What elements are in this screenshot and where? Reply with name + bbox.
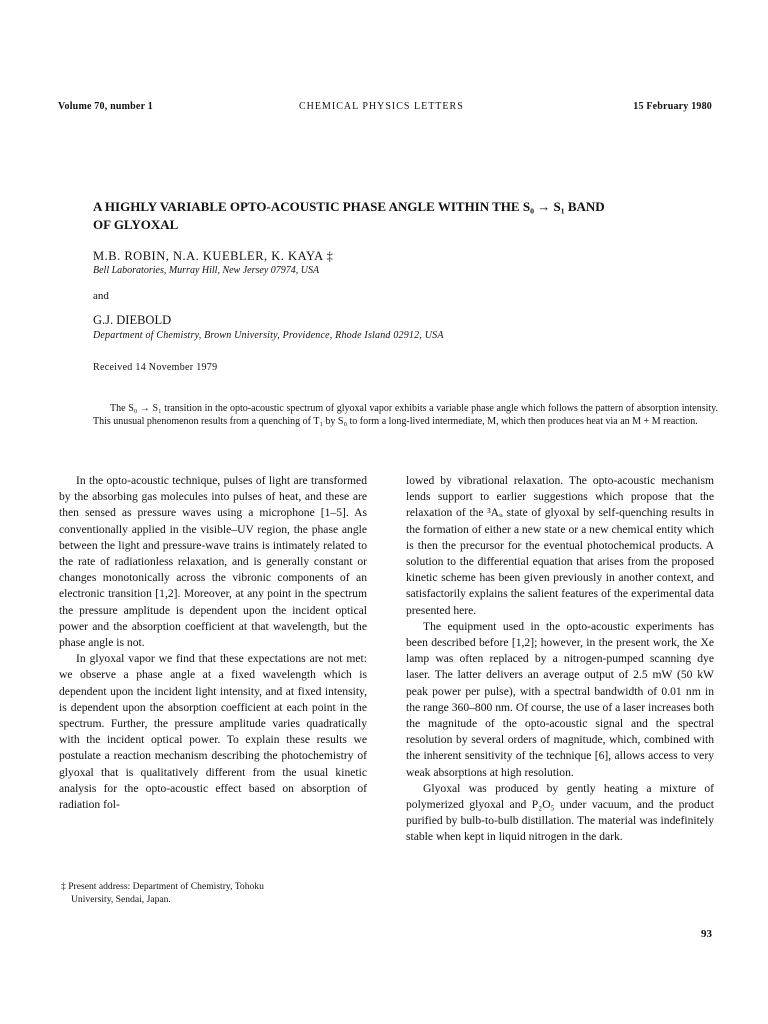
paragraph: In the opto-acoustic technique, pulses of light are transformed by the absorbing gas molecules into pulses of heat, and these are then sensed as pressure waves using a microphone [1–5]. As conventionally applied in the visible–UV region, the phase angle between the light and pressure-wave trains is intimately related to the rate of radiationless relaxation, and is generally constant or changes monotonically across the vibronic components of an electronic transition [1,2]. Moreover, at any point in the spectrum the pressure amplitude is dependent upon the incident optical power and the absorption coefficient at that wavelength, but the phase angle is not. xyxy=(59,474,367,650)
title-line-1: A HIGHLY VARIABLE OPTO-ACOUSTIC PHASE ANGLE WITHIN THE S₀ → S₁ BAND xyxy=(93,199,605,214)
volume-number: Volume 70, number 1 xyxy=(58,101,153,112)
article-title xyxy=(93,198,693,234)
journal-name: CHEMICAL PHYSICS LETTERS xyxy=(299,101,464,112)
body-column-left xyxy=(59,473,367,813)
paragraph: In glyoxal vapor we find that these expectations are not met: we observe a phase angle at a fixed wavelength which is dependent upon the incident light intensity, and at fixed intensity, is dependent upon the absorption coefficient at each point in the spectrum. Further, the pressure amplitude varies quadratically with the incident optical power. To explain these results we postulate a reaction mechanism describing the photochemistry of glyoxal that is qualitatively different from the usual kinetic analysis for the opto-acoustic effect based on absorption of radiation fol- xyxy=(59,652,367,812)
author-list-2: G.J. DIEBOLD xyxy=(93,313,172,327)
author-conjunction: and xyxy=(93,290,109,302)
title-line-2: OF GLYOXAL xyxy=(93,217,179,232)
issue-date: 15 February 1980 xyxy=(633,101,712,112)
paragraph: lowed by vibrational relaxation. The opto-acoustic mechanism lends support to earlier suggestions which propose that the relaxation of the ³Aᵤ state of glyoxal by self-quenching results in the formation of either a new state or a new chemical entity which is then the precursor for the eventual photochemical products. A solution to the differential equation that arises from the proposed kinetic scheme has been given previously in another context, and satisfactorily explains the salient features of the experimental data presented here. xyxy=(406,474,714,617)
paragraph: Glyoxal was produced by gently heating a mixture of polymerized glyoxal and P₂O₅ under vacuum, and the product purified by bulb-to-bulb distillation. The material was indefinitely stable when kept in liquid nitrogen in the dark. xyxy=(406,781,714,844)
footnote xyxy=(61,880,361,906)
received-date: Received 14 November 1979 xyxy=(93,362,218,373)
abstract: The S₀ → S₁ transition in the opto-acoustic spectrum of glyoxal vapor exhibits a variable phase angle which follows the pattern of absorption intensity. This unusual phenomenon results from a quenching of T₁ by S₀ to form a long-lived intermediate, M, which then produces heat via an M + M reaction. xyxy=(93,403,718,427)
affiliation-2: Department of Chemistry, Brown University, Providence, Rhode Island 02912, USA xyxy=(93,330,444,341)
paragraph: The equipment used in the opto-acoustic experiments has been described before [1,2]; however, in the present work, the Xe lamp was often replaced by a nitrogen-pumped scanning dye laser. The latter delivers an average output of 2.5 mW (50 kW peak power per pulse), with a spectral bandwidth of 0.01 nm in the range 360–800 nm. Of course, the use of a laser increases both the magnitude of the opto-acoustic signal and the spectral resolution by several orders of magnitude, which, combined with the inherent sensitivity of the technique [6], allows access to very weak absorptions at high resolution. xyxy=(406,619,714,779)
footnote-line-2: University, Sendai, Japan. xyxy=(71,894,171,905)
affiliation-1: Bell Laboratories, Murray Hill, New Jersey 07974, USA xyxy=(93,265,320,276)
page-number: 93 xyxy=(701,928,712,940)
footnote-line-1: ‡ Present address: Department of Chemistry, Tohoku xyxy=(61,881,264,892)
author-list-1: M.B. ROBIN, N.A. KUEBLER, K. KAYA ‡ xyxy=(93,249,334,263)
body-column-right xyxy=(406,473,714,846)
